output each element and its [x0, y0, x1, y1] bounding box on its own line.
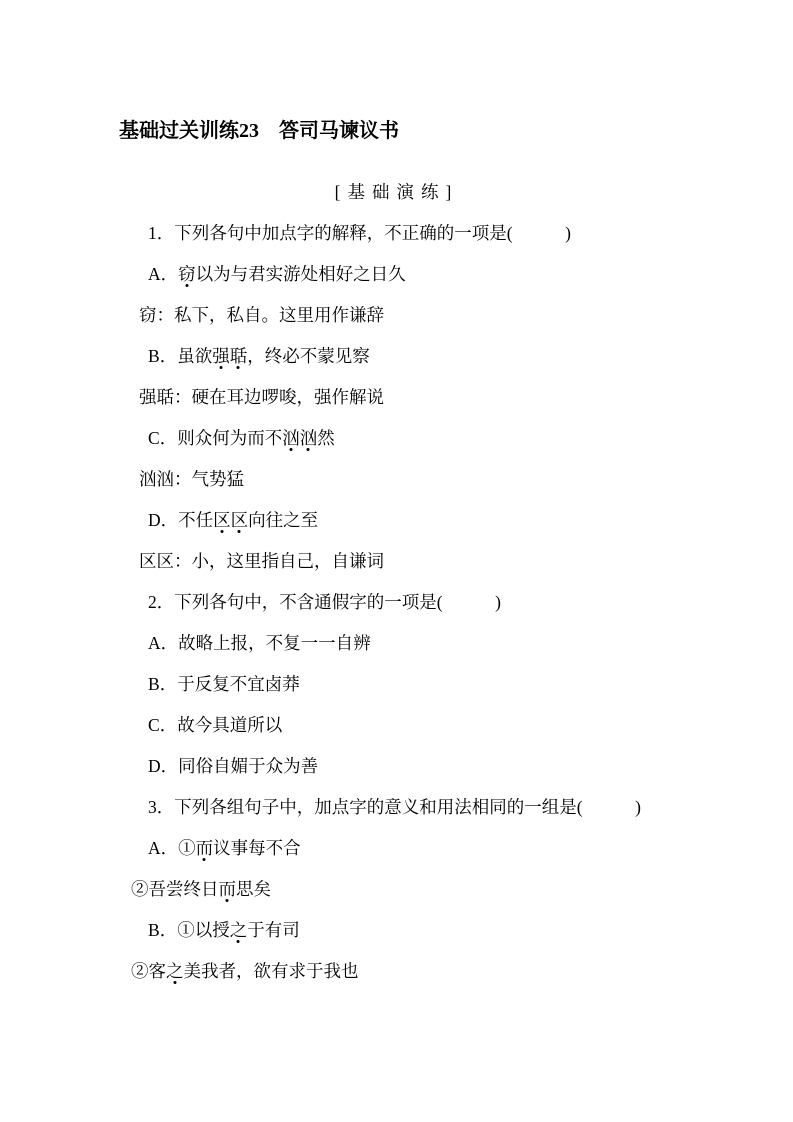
- text-line-4: B．虽欲强聒，终必不蒙见察: [148, 346, 370, 366]
- text-line-14: D．同俗自媚于众为善: [148, 756, 319, 776]
- emphasized-char: 区: [213, 510, 231, 530]
- text-line-17: ②吾尝终日而思矣: [131, 879, 271, 899]
- text-line-8: D．不任区区向往之至: [148, 510, 319, 530]
- emphasized-char: 而: [218, 879, 236, 899]
- page-title: 基础过关训练23 答司马谏议书: [119, 120, 399, 142]
- emphasized-char: 强: [212, 346, 230, 366]
- text-line-12: B．于反复不宜卤莽: [148, 674, 300, 694]
- text-line-13: C．故今具道所以: [148, 715, 283, 735]
- emphasized-char: 区: [230, 510, 249, 530]
- text-line-15: 3．下列各组句子中，加点字的意义和用法相同的一组是( ): [148, 797, 641, 817]
- section-header: [基础演练]: [334, 182, 459, 202]
- text-line-7: 汹汹：气势猛: [139, 469, 244, 489]
- text-line-5: 强聒：硬在耳边啰唆，强作解说: [139, 387, 384, 407]
- emphasized-char: 窃: [178, 264, 196, 284]
- text-line-16: A．①而议事每不合: [148, 838, 301, 858]
- emphasized-char: 而: [195, 838, 214, 858]
- text-line-3: 窃：私下，私自。这里用作谦辞: [139, 305, 384, 325]
- text-line-11: A．故略上报，不复一一自辨: [148, 633, 371, 653]
- text-line-19: ②客之美我者，欲有求于我也: [131, 961, 359, 981]
- text-line-10: 2．下列各句中，不含通假字的一项是( ): [148, 592, 501, 612]
- emphasized-char: 聒: [229, 346, 248, 366]
- exercise-body: [0, 213, 793, 992]
- text-line-6: C．则众何为而不汹汹然: [148, 428, 335, 448]
- emphasized-char: 汹: [282, 428, 300, 448]
- text-line-18: B．①以授之于有司: [148, 920, 300, 940]
- text-line-2: A．窃以为与君实游处相好之日久: [148, 264, 406, 284]
- emphasized-char: 之: [166, 961, 184, 981]
- emphasized-char: 汹: [299, 428, 318, 448]
- text-line-1: 1．下列各句中加点字的解释，不正确的一项是( ): [148, 223, 571, 243]
- emphasized-char: 之: [229, 920, 248, 940]
- text-line-9: 区区：小，这里指自己，自谦词: [139, 551, 384, 571]
